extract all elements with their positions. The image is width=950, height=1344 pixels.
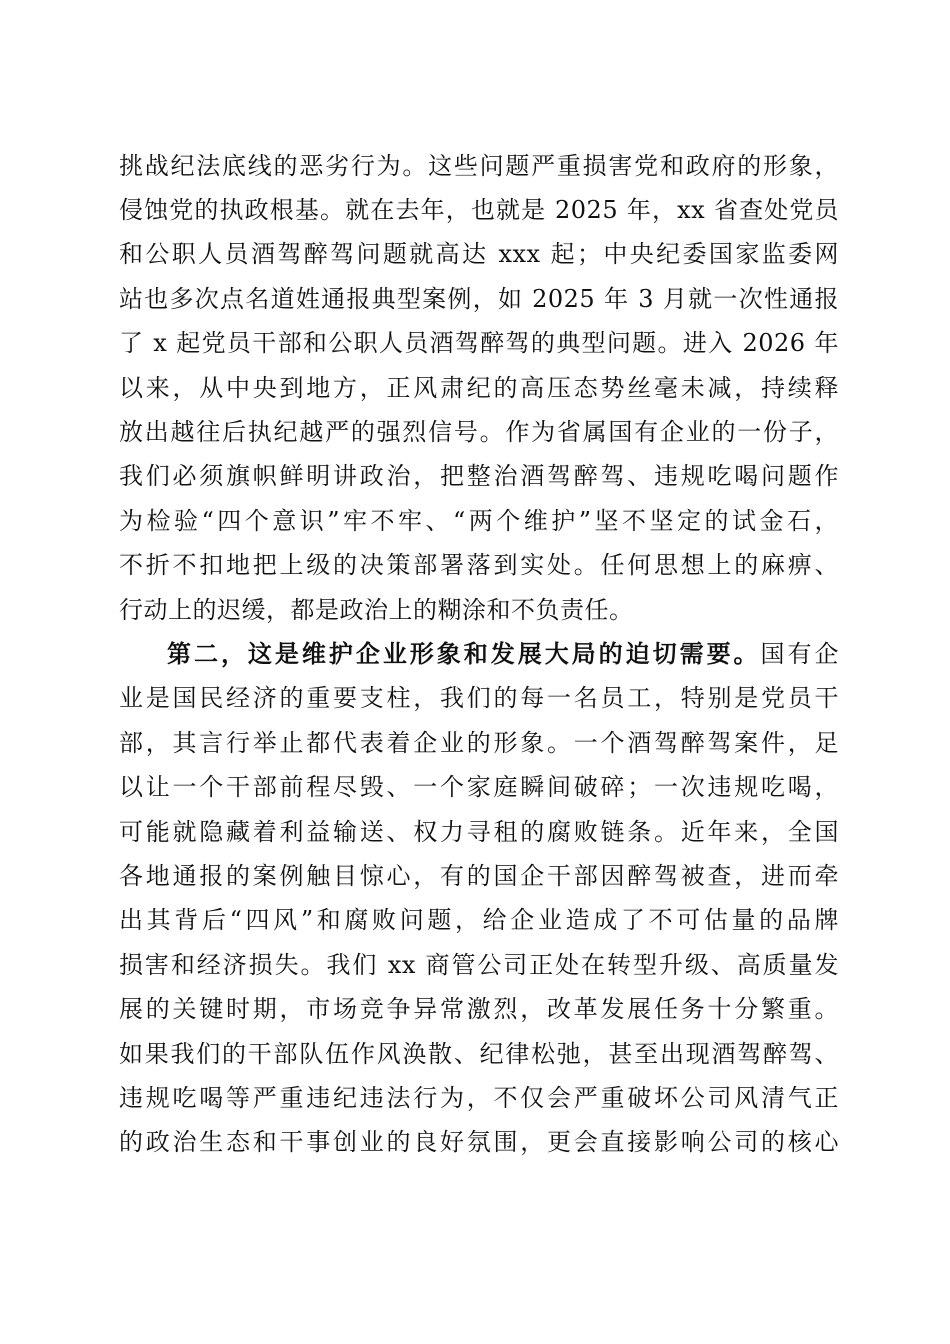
paragraph-1-line-7: 放出越往后执纪越严的强烈信号。作为省属国有企业的一份子， <box>119 418 839 446</box>
paragraph-1-line-10: 不折不扣地把上级的决策部署落到实处。任何思想上的麻痹、 <box>119 551 839 579</box>
paragraph-1-line-8: 我们必须旗帜鲜明讲政治，把整治酒驾醉驾、违规吃喝问题作 <box>119 462 839 490</box>
paragraph-1-line-5: 了 x 起党员干部和公职人员酒驾醉驾的典型问题。进入 2026 年 <box>119 329 839 357</box>
paragraph-1-line-11: 行动上的迟缓，都是政治上的糊涂和不负责任。 <box>119 596 634 624</box>
paragraph-2-line-5: 可能就隐藏着利益输送、权力寻租的腐败链条。近年来，全国 <box>119 818 839 846</box>
paragraph-2-line-1 <box>167 634 839 674</box>
paragraph-1-line-2: 侵蚀党的执政根基。就在去年，也就是 2025 年，xx 省查处党员 <box>119 196 839 224</box>
paragraph-1-line-9: 为检验“四个意识”牢不牢、“两个维护”坚不坚定的试金石， <box>119 507 839 535</box>
paragraph-2-heading: 第二，这是维护企业形象和发展大局的迫切需要。 <box>167 639 761 668</box>
paragraph-2-line-7: 出其背后“四风”和腐败问题，给企业造成了不可估量的品牌 <box>119 906 839 934</box>
paragraph-2-line-3: 部，其言行举止都代表着企业的形象。一个酒驾醉驾案件，足 <box>119 729 839 757</box>
paragraph-1-line-4: 站也多次点名道姓通报典型案例，如 2025 年 3 月就一次性通报 <box>119 285 839 313</box>
paragraph-1-line-6: 以来，从中央到地方，正风肃纪的高压态势丝毫未减，持续释 <box>119 374 839 402</box>
paragraph-2-line-1-rest: 国有企 <box>760 640 840 668</box>
paragraph-2-line-12: 的政治生态和干事创业的良好氛围，更会直接影响公司的核心 <box>119 1128 839 1156</box>
paragraph-2-line-4: 以让一个干部前程尽毁、一个家庭瞬间破碎；一次违规吃喝， <box>119 773 839 801</box>
paragraph-2-line-2: 业是国民经济的重要支柱，我们的每一名员工，特别是党员干 <box>119 684 839 712</box>
paragraph-2-line-9: 展的关键时期，市场竞争异常激烈，改革发展任务十分繁重。 <box>119 995 839 1023</box>
paragraph-1-line-1: 挑战纪法底线的恶劣行为。这些问题严重损害党和政府的形象， <box>119 152 839 180</box>
paragraph-2-line-10: 如果我们的干部队伍作风涣散、纪律松弛，甚至出现酒驾醉驾、 <box>119 1040 839 1068</box>
paragraph-2-line-8: 损害和经济损失。我们 xx 商管公司正处在转型升级、高质量发 <box>119 951 839 979</box>
paragraph-2-line-6: 各地通报的案例触目惊心，有的国企干部因醉驾被查，进而牵 <box>119 862 839 890</box>
paragraph-1-line-3: 和公职人员酒驾醉驾问题就高达 xxx 起；中央纪委国家监委网 <box>119 240 839 268</box>
paragraph-2-line-11: 违规吃喝等严重违纪违法行为，不仅会严重破坏公司风清气正 <box>119 1084 839 1112</box>
